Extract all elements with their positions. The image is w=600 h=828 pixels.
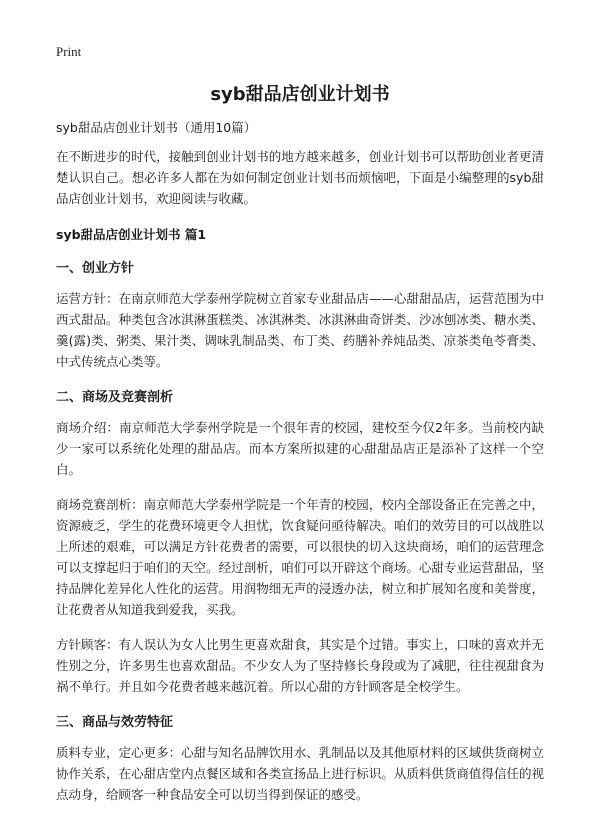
paragraph-market-competition: 商场竞赛剖析：南京师范大学泰州学院是一个年青的校园，校内全部设备正在完善之中，资源疲乏，学生的花费环境更令人担忧，饮食疑问亟待解决。咱们的效劳目的可以战胜以上所述的艰难，可以满足方针花费者的需要，可以很快的切入这块商场，咱们的运营理念可以支撑起归于咱们的天空。经过剖析，咱们可以开辟这个商场。心甜专业运营甜品，坚持品牌化差异化人性化的运营。用润物细无声的浸透办法，树立和扩展知名度和美誉度，让花费者从知道我到爱我，买我。 [56,497,544,617]
paragraph-market-intro: 商场介绍：南京师范大学泰州学院是一个很年青的校园，建校至今仅2年多。当前校内缺少一家可以系统化处理的甜品店。而本方案所拟建的心甜甜品店正是添补了这样一个空白。 [56,420,544,477]
heading-product: 三、商品与效劳特征 [56,715,174,730]
paragraph-target-customers: 方针顾客：有人误认为女人比男生更喜欢甜食，其实是个过错。事实上，口味的喜欢并无性别之分，许多男生也喜欢甜品。不少女人为了坚持修长身段或为了减肥，往往视甜食为祸不单行。并且如今花费者越来越沉着。所以心甜的方针顾客是全校学生。 [56,637,544,694]
document-body [56,118,544,819]
intro-paragraph: 在不断进步的时代，接触到创业计划书的地方越来越多，创业计划书可以帮助创业者更清楚认识自己。想必许多人都在为如何制定创业计划书而烦恼吧，下面是小编整理的syb甜品店创业计划书，欢迎阅读与收藏。 [56,149,544,206]
page-title: syb甜品店创业计划书 [210,84,390,105]
paragraph-product: 质料专业，定心更多：心甜与知名品牌饮用水、乳制品以及其他原材料的区域供货商树立协作关系，在心甜店堂内点餐区域和各类宣扬品上进行标识。从质料供货商值得信任的视点动身，给顾客一种食品安全可以切当得到保证的感受。 [56,745,544,802]
heading-policy: 一、创业方针 [56,261,135,276]
section-title: syb甜品店创业计划书 篇1 [56,227,207,242]
paragraph-policy: 运营方针：在南京师范大学泰州学院树立首家专业甜品店——心甜甜品店，运营范围为中西式甜品。种类包含冰淇淋蛋糕类、冰淇淋类、冰淇淋曲奇饼类、沙冰刨冰类、糖水类、羹(露)类、粥类、果汁类、调味乳制品类、布丁类、药膳补养炖品类、凉茶类龟苓膏类、中式传统点心类等。 [56,291,544,369]
document-subtitle: syb甜品店创业计划书（通用10篇） [56,120,257,135]
print-label[interactable]: Print [56,44,82,59]
heading-market: 二、商场及竞赛剖析 [56,390,174,405]
